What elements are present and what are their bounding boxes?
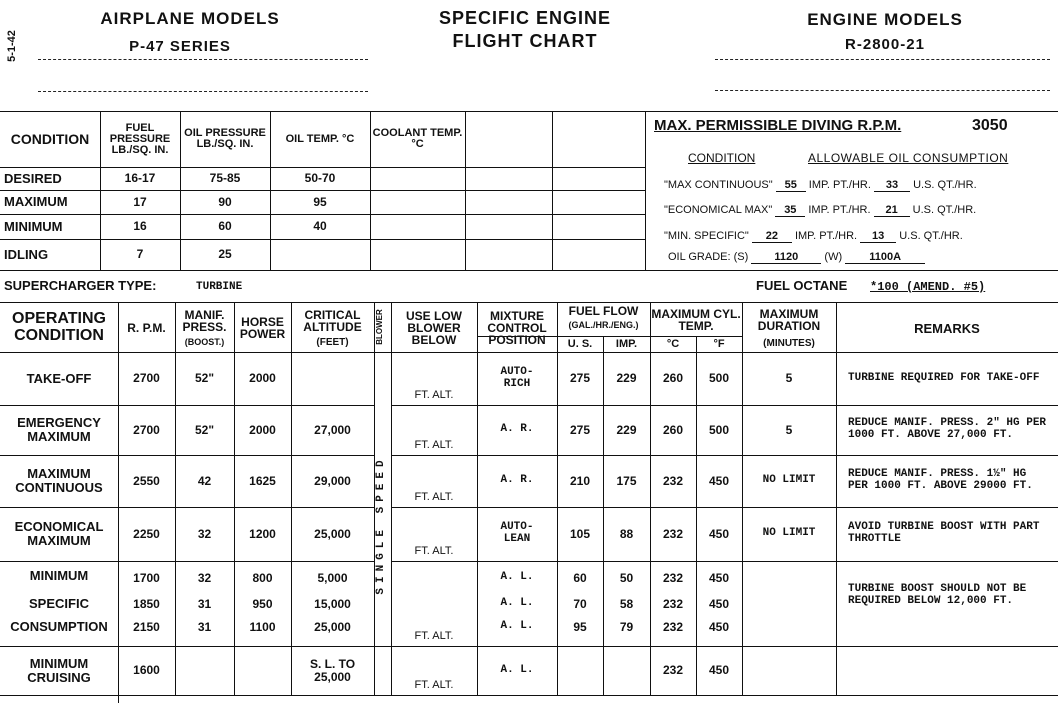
ms-row-f: 450 [708, 570, 730, 585]
oil-row-imp-unit: IMP. PT./HR. [808, 179, 871, 191]
ms-row-mix: A. L. [500, 571, 534, 584]
op-row-us: 275 [569, 371, 591, 386]
oil-row-label: "ECONOMICAL MAX" [664, 204, 773, 216]
cond-row-fuel: 16-17 [124, 171, 156, 186]
supercharger-label: SUPERCHARGER TYPE: [4, 278, 157, 293]
diving-rpm-value: 3050 [972, 117, 1008, 134]
op-row-name: TAKE-OFF [26, 370, 92, 386]
ms-row-imp: 58 [619, 596, 634, 611]
cond-row-temp [270, 239, 370, 270]
op-row-rpm: 2700 [133, 422, 160, 437]
ms-row-imp: 79 [619, 619, 634, 634]
use-low-blower-header: USE LOW BLOWER BELOW [406, 309, 462, 347]
min-specific-name2: SPECIFIC [29, 596, 89, 612]
oil-grade-s: 1120 [751, 251, 821, 264]
op-row-dur: 5 [785, 422, 793, 437]
minutes-header: (MINUTES) [763, 337, 815, 349]
op-row-name: ECONOMICAL MAXIMUM [14, 519, 104, 548]
oil-condition-header: CONDITION [688, 151, 756, 165]
fuel-octane-value: *100 (AMEND. #5) [870, 280, 986, 294]
min-specific-remarks: TURBINE BOOST SHOULD NOT BE REQUIRED BELOW 12,000 FT. [848, 583, 1027, 607]
operating-condition-header: OPERATING CONDITION [12, 310, 106, 344]
oil-row-imp-unit: IMP. PT./HR. [808, 204, 871, 216]
op-row-alt: 27,000 [314, 422, 351, 437]
us-header: U. S. [567, 337, 593, 350]
max-duration-header: MAXIMUM DURATION [757, 306, 821, 333]
op-row-imp: 175 [616, 473, 637, 488]
oil-row [664, 179, 977, 192]
min-specific-name3: CONSUMPTION [10, 619, 108, 635]
min-cruising-alt: S. L. TO 25,000 [309, 656, 356, 684]
oil-temp-header: OIL TEMP. °C [285, 132, 355, 145]
ms-row-f: 450 [708, 596, 730, 611]
feet-header: (FEET) [316, 336, 349, 348]
cond-row-temp: 50-70 [304, 171, 336, 186]
ms-row-imp: 50 [619, 570, 634, 585]
ms-row-c: 232 [662, 619, 684, 634]
op-row-manif: 42 [197, 473, 212, 488]
ms-row-hp: 950 [252, 596, 273, 611]
horse-power-header: HORSE POWER [239, 315, 286, 341]
oil-row [664, 230, 963, 243]
op-row-c: 260 [662, 371, 684, 386]
cond-row-label: IDLING [4, 246, 49, 262]
oil-grade-w-label: (W) [824, 251, 843, 263]
op-row-ftalt: FT. ALT. [414, 545, 454, 558]
op-row-hp: 2000 [249, 422, 276, 437]
oil-consumption-header: ALLOWABLE OIL CONSUMPTION [808, 151, 1009, 165]
op-row-rpm: 2550 [133, 473, 160, 488]
op-row-imp: 88 [619, 526, 634, 541]
op-row-us: 275 [569, 422, 591, 437]
cond-row-fuel: 16 [133, 219, 147, 234]
op-row-hp: 1200 [249, 526, 276, 541]
fuel-pressure-header: FUEL PRESSURE LB./SQ. IN. [109, 121, 171, 156]
date-stamp: 5-1-42 [6, 30, 18, 62]
cond-row-fuel: 7 [136, 247, 144, 262]
ms-row-c: 232 [662, 570, 684, 585]
op-row-dur: 5 [785, 371, 793, 386]
op-row-us: 105 [569, 526, 591, 541]
op-row-c: 260 [662, 422, 684, 437]
fuel-octane-label: FUEL OCTANE [756, 278, 848, 293]
op-row-f: 500 [708, 422, 730, 437]
blower-header: BLOWER [375, 309, 384, 345]
cond-row-label: MINIMUM [4, 218, 63, 234]
condition-header: CONDITION [10, 130, 90, 147]
op-row-hp: 1625 [249, 473, 276, 488]
op-row-manif: 32 [197, 526, 212, 541]
cond-row-oil: 90 [218, 194, 232, 209]
gal-header: (GAL./HR./ENG.) [568, 320, 639, 331]
op-row-rpm: 2700 [133, 371, 160, 386]
oil-row-label: "MAX CONTINUOUS" [664, 179, 773, 191]
ms-row-alt: 15,000 [314, 596, 351, 611]
op-row-ftalt: FT. ALT. [414, 389, 454, 402]
cond-row-label: DESIRED [4, 170, 62, 186]
deg-f-header: °F [713, 337, 725, 350]
ms-row-rpm: 1700 [133, 570, 160, 585]
coolant-temp-header: COOLANT TEMP. °C [372, 127, 463, 150]
engine-models-value: R-2800-21 [845, 36, 925, 53]
op-row-dur: NO LIMIT [762, 527, 816, 540]
cond-row-fuel: 17 [133, 194, 147, 209]
oil-row-us: 33 [874, 179, 910, 192]
min-cruising-ftalt: FT. ALT. [414, 679, 454, 692]
op-row-remarks: REDUCE MANIF. PRESS. 2" HG PER 1000 FT. ABOVE 27,000 FT. [848, 417, 1047, 441]
max-cyl-temp-header: MAXIMUM CYL. TEMP. [651, 306, 741, 333]
op-row-mix: AUTO- RICH [500, 365, 534, 390]
oil-row-imp-unit: IMP. PT./HR. [794, 230, 858, 242]
ms-row-c: 232 [662, 596, 684, 611]
ms-row-mix: A. L. [500, 620, 534, 633]
ms-row-hp: 1100 [249, 619, 276, 634]
op-row-f: 450 [708, 526, 730, 541]
oil-row-imp: 22 [752, 230, 792, 243]
min-cruising-f: 450 [708, 663, 730, 678]
op-row-alt: 25,000 [314, 526, 351, 541]
engine-models-label: ENGINE MODELS [807, 10, 963, 29]
min-cruising-rpm: 1600 [133, 663, 160, 678]
cond-row-oil: 25 [218, 247, 232, 262]
op-row-imp: 229 [616, 371, 637, 386]
op-row-c: 232 [662, 526, 684, 541]
op-row-ftalt: FT. ALT. [414, 439, 454, 452]
op-row-mix: A. R. [500, 423, 534, 436]
op-row-imp: 229 [616, 422, 637, 437]
op-row-alt: 29,000 [314, 473, 351, 488]
ms-row-manif: 31 [197, 596, 212, 611]
op-row-name: EMERGENCY MAXIMUM [17, 415, 101, 444]
ms-row-us: 70 [573, 596, 587, 611]
chart-title-line1: SPECIFIC ENGINE [438, 8, 612, 28]
remarks-header: REMARKS [914, 320, 980, 336]
op-row-alt [291, 352, 374, 405]
rpm-header: R. P.M. [127, 321, 166, 335]
op-row-ftalt: FT. ALT. [414, 491, 454, 504]
oil-row-us: 13 [860, 230, 896, 243]
deg-c-header: °C [666, 337, 680, 350]
blower-speed-label: SINGLE SPEED [375, 455, 387, 595]
ms-row-manif: 31 [197, 619, 212, 634]
oil-row-us: 21 [874, 204, 910, 217]
boost-header: (BOOST.) [184, 337, 225, 348]
op-row-rpm: 2250 [133, 526, 160, 541]
min-cruising-c: 232 [662, 663, 684, 678]
ms-row-f: 450 [708, 619, 730, 634]
ms-row-rpm: 1850 [133, 596, 160, 611]
min-specific-name1: MINIMUM [29, 568, 89, 584]
cond-row-oil: 60 [218, 219, 232, 234]
fuel-flow-header: FUEL FLOW [568, 304, 639, 318]
op-row-f: 500 [708, 371, 730, 386]
min-cruising-mix: A. L. [500, 663, 534, 676]
oil-grade-label: OIL GRADE: (S) [668, 251, 749, 263]
oil-row-us-unit: U.S. QT./HR. [899, 230, 963, 242]
op-row-manif: 52" [194, 422, 215, 437]
oil-grade-row [668, 251, 925, 264]
op-row-remarks: AVOID TURBINE BOOST WITH PART THROTTLE [848, 521, 1040, 545]
ms-row-ftalt: FT. ALT. [414, 630, 454, 643]
oil-grade-w: 1100A [845, 251, 925, 264]
airplane-models-value: P-47 SERIES [129, 38, 231, 55]
ms-row-hp: 800 [252, 570, 273, 585]
ms-row-us: 60 [573, 570, 587, 585]
op-row-name: MAXIMUM CONTINUOUS [15, 466, 103, 495]
cond-row-temp: 40 [313, 219, 327, 234]
oil-row-imp: 55 [776, 179, 806, 192]
manif-press-header: MANIF. PRESS. [182, 308, 227, 334]
op-row-c: 232 [662, 473, 684, 488]
ms-row-us: 95 [573, 619, 587, 634]
oil-row-imp: 35 [775, 204, 805, 217]
op-row-remarks: REDUCE MANIF. PRESS. 1½" HG PER 1000 FT. ABOVE 29000 FT. [848, 468, 1033, 492]
op-row-remarks: TURBINE REQUIRED FOR TAKE-OFF [848, 371, 1040, 384]
min-cruising-name: MINIMUM CRUISING [27, 655, 91, 685]
critical-altitude-header: CRITICAL ALTITUDE [303, 308, 362, 334]
oil-row [664, 204, 976, 217]
op-row-dur: NO LIMIT [762, 474, 816, 487]
oil-row-us-unit: U.S. QT./HR. [912, 204, 977, 216]
ms-row-rpm: 2150 [133, 619, 160, 634]
oil-row-label: "MIN. SPECIFIC" [664, 230, 749, 242]
op-row-mix: A. R. [500, 474, 534, 487]
imp-header: IMP. [615, 337, 638, 350]
op-row-f: 450 [708, 473, 730, 488]
cond-row-label: MAXIMUM [4, 194, 68, 210]
oil-row-us-unit: U.S. QT./HR. [913, 179, 977, 191]
cond-row-oil: 75-85 [209, 171, 241, 186]
op-row-manif: 52" [194, 371, 215, 386]
ms-row-alt: 5,000 [317, 570, 348, 585]
ms-row-mix: A. L. [500, 597, 534, 610]
diving-rpm-label: MAX. PERMISSIBLE DIVING R.P.M. [654, 117, 902, 134]
ms-row-manif: 32 [197, 570, 212, 585]
op-row-hp: 2000 [249, 371, 276, 386]
op-row-mix: AUTO- LEAN [500, 521, 534, 545]
ms-row-alt: 25,000 [314, 619, 351, 634]
airplane-models-label: AIRPLANE MODELS [100, 9, 280, 28]
op-row-us: 210 [569, 473, 591, 488]
supercharger-value: TURBINE [196, 281, 243, 293]
chart-title-line2: FLIGHT CHART [452, 31, 598, 51]
oil-pressure-header: OIL PRESSURE LB./SQ. IN. [184, 127, 266, 150]
mixture-control-header: MIXTURE CONTROL POSITION [487, 309, 547, 347]
cond-row-temp: 95 [313, 194, 327, 209]
